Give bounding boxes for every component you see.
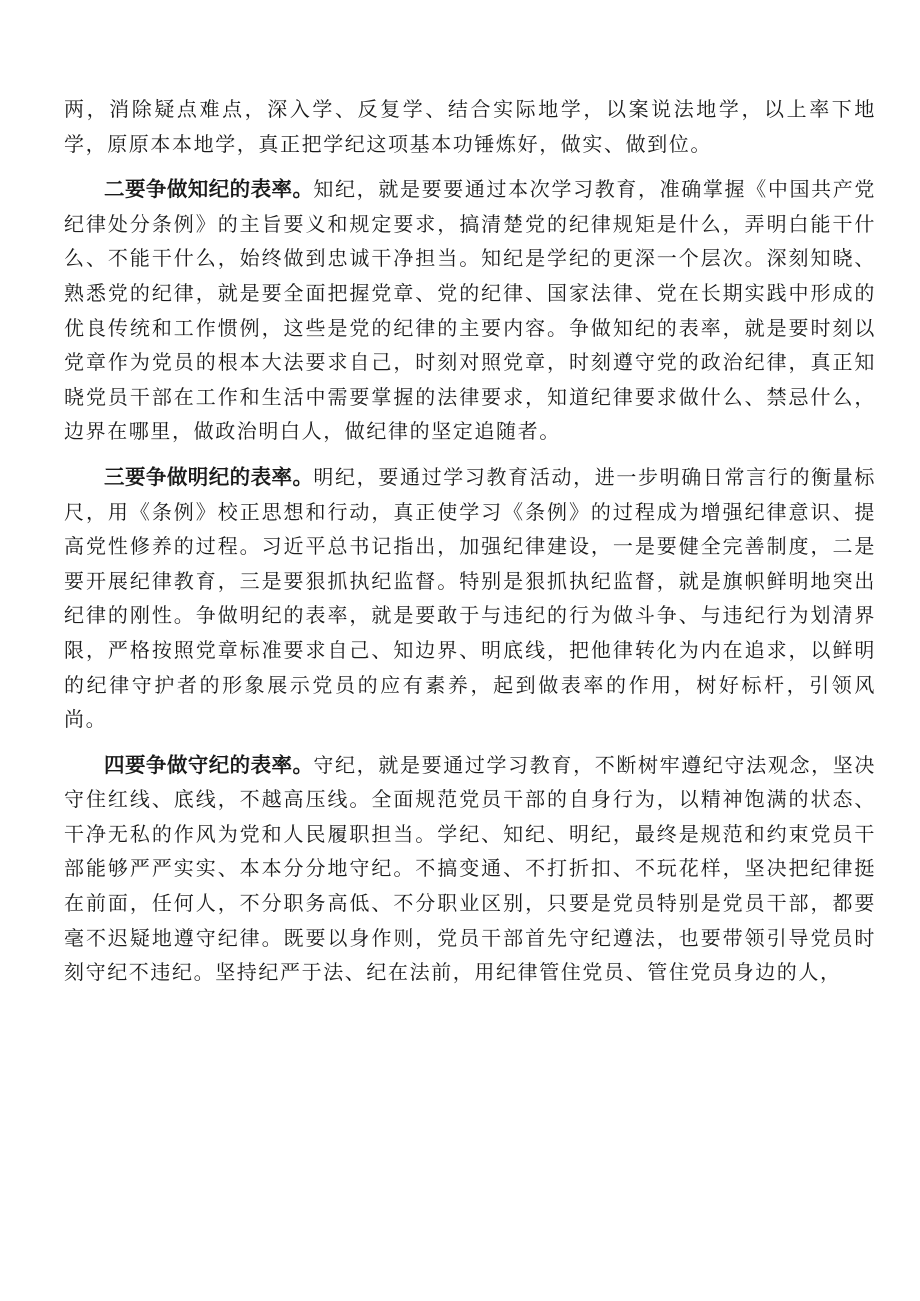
paragraph-body: 明纪，要通过学习教育活动，进一步明确日常言行的衡量标尺，用《条例》校正思想和行动，真正使学习《条例》的过程成为增强纪律意识、提高党性修养的过程。习近平总书记指出，加强纪律建设，一是要健全完善制度，二是要开展纪律教育，三是要狠抓执纪监督。特别是狠抓执纪监督，就是旗帜鲜明地突出纪律的刚性。争做明纪的表率，就是要敢于与违纪的行为做斗争、与违纪行为划清界限，严格按照党章标准要求自己、知边界、明底线，把他律转化为内在追求，以鲜明的纪律守护者的形象展示党员的应有素养，起到做表率的作用，树好标杆，引领风尚。 [64,464,876,732]
paragraph-heading: 三要争做明纪的表率。 [104,464,314,489]
paragraph-shouji [64,748,876,990]
paragraph-zhiji [64,172,876,449]
paragraph-body: 两，消除疑点难点，深入学、反复学、结合实际地学，以案说法地学，以上率下地学，原原本本地学，真正把学纪这项基本功锤炼好，做实、做到位。 [64,97,876,156]
paragraph-heading: 二要争做知纪的表率。 [104,177,314,202]
paragraph-heading: 四要争做守纪的表率。 [104,752,314,777]
paragraph-continued [64,92,876,161]
paragraph-body: 守纪，就是要通过学习教育，不断树牢遵纪守法观念，坚决守住红线、底线，不越高压线。全面规范党员干部的自身行为，以精神饱满的状态、干净无私的作风为党和人民履职担当。学纪、知纪、明纪，最终是规范和约束党员干部能够严严实实、本本分分地守纪。不搞变通、不打折扣、不玩花样，坚决把纪律挺在前面，任何人，不分职务高低、不分职业区别，只要是党员特别是党员干部，都要毫不迟疑地遵守纪律。既要以身作则，党员干部首先守纪遵法，也要带领引导党员时刻守纪不违纪。坚持纪严于法、纪在法前，用纪律管住党员、管住党员身边的人， [64,752,876,985]
paragraph-mingji [64,460,876,737]
paragraph-body: 知纪，就是要要通过本次学习教育，准确掌握《中国共产党纪律处分条例》的主旨要义和规定要求，搞清楚党的纪律规矩是什么，弄明白能干什么、不能干什么，始终做到忠诚干净担当。知纪是学纪的更深一个层次。深刻知晓、熟悉党的纪律，就是要全面把握党章、党的纪律、国家法律、党在长期实践中形成的优良传统和工作惯例，这些是党的纪律的主要内容。争做知纪的表率，就是要时刻以党章作为党员的根本大法要求自己，时刻对照党章，时刻遵守党的政治纪律，真正知晓党员干部在工作和生活中需要掌握的法律要求，知道纪律要求做什么、禁忌什么，边界在哪里，做政治明白人，做纪律的坚定追随者。 [64,177,876,444]
document-page [64,92,876,990]
